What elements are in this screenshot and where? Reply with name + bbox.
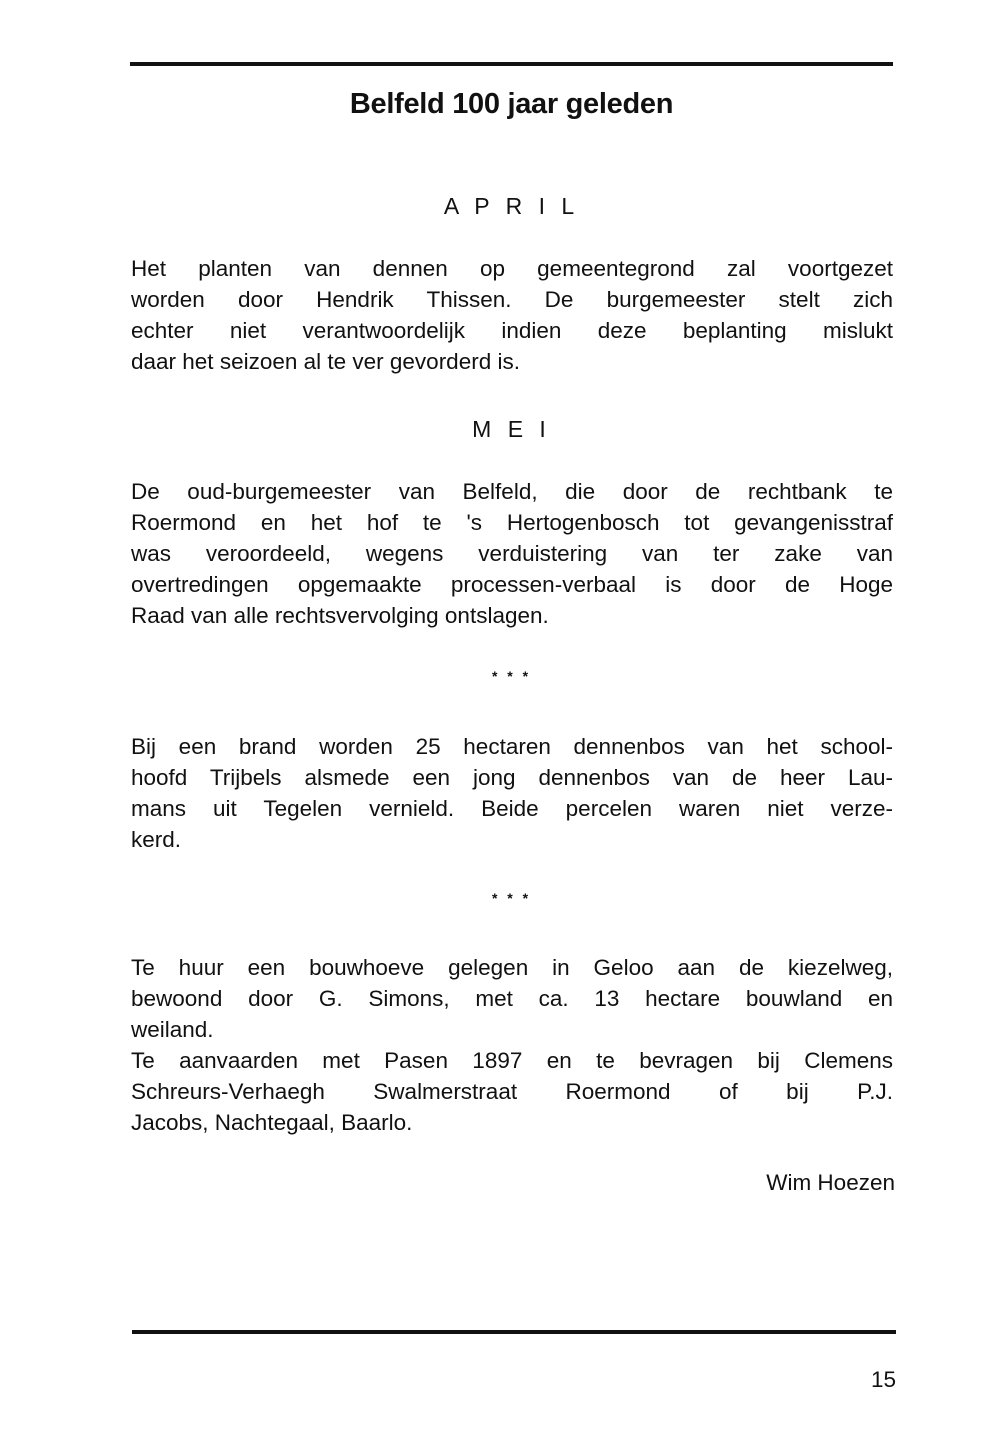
text-line: Schreurs-Verhaegh Swalmerstraat Roermond of bij P.J. xyxy=(131,1079,893,1104)
section-heading-april: A P R I L xyxy=(443,193,580,219)
text-line: overtredingen opgemaakte processen-verbaal is door de Hoge xyxy=(131,572,893,597)
paragraph-te-huur xyxy=(131,952,893,1138)
text-line: weiland. xyxy=(131,1017,214,1042)
text-line: worden door Hendrik Thissen. De burgemeester stelt zich xyxy=(131,287,893,312)
text-line: mans uit Tegelen vernield. Beide percelen waren niet verze- xyxy=(131,796,893,821)
text-line: daar het seizoen al te ver gevorderd is. xyxy=(131,349,520,374)
paragraph-mei xyxy=(131,476,893,631)
text-line: Te aanvaarden met Pasen 1897 en te bevragen bij Clemens xyxy=(131,1048,893,1073)
text-line: Raad van alle rechtsvervolging ontslagen. xyxy=(131,603,549,628)
text-line: hoofd Trijbels alsmede een jong dennenbos van de heer Lau- xyxy=(131,765,893,790)
paragraph-april xyxy=(131,253,893,377)
text-line: Jacobs, Nachtegaal, Baarlo. xyxy=(131,1110,413,1135)
text-line: kerd. xyxy=(131,827,182,852)
text-line: Het planten van dennen op gemeentegrond zal voortgezet xyxy=(131,256,893,281)
text-line: echter niet verantwoordelijk indien deze beplanting mislukt xyxy=(131,318,893,343)
separator-stars: * * * xyxy=(491,890,532,906)
text-line: bewoond door G. Simons, met ca. 13 hectare bouwland en xyxy=(131,986,893,1011)
text-line: was veroordeeld, wegens verduistering van ter zake van xyxy=(131,541,893,566)
top-rule xyxy=(130,62,893,66)
page-number: 15 xyxy=(870,1367,896,1392)
article-title: Belfeld 100 jaar geleden xyxy=(349,88,674,120)
author-signature: Wim Hoezen xyxy=(766,1170,895,1195)
text-line: Bij een brand worden 25 hectaren dennenbos van het school- xyxy=(131,734,893,759)
paragraph-brand xyxy=(131,731,893,855)
section-heading-mei: M E I xyxy=(472,416,551,442)
text-line: Roermond en het hof te 's Hertogenbosch tot gevangenisstraf xyxy=(131,510,893,535)
text-line: Te huur een bouwhoeve gelegen in Geloo aan de kiezelweg, xyxy=(131,955,893,980)
separator-stars: * * * xyxy=(491,668,532,684)
text-line: De oud-burgemeester van Belfeld, die door de rechtbank te xyxy=(131,479,893,504)
bottom-rule xyxy=(132,1330,896,1334)
